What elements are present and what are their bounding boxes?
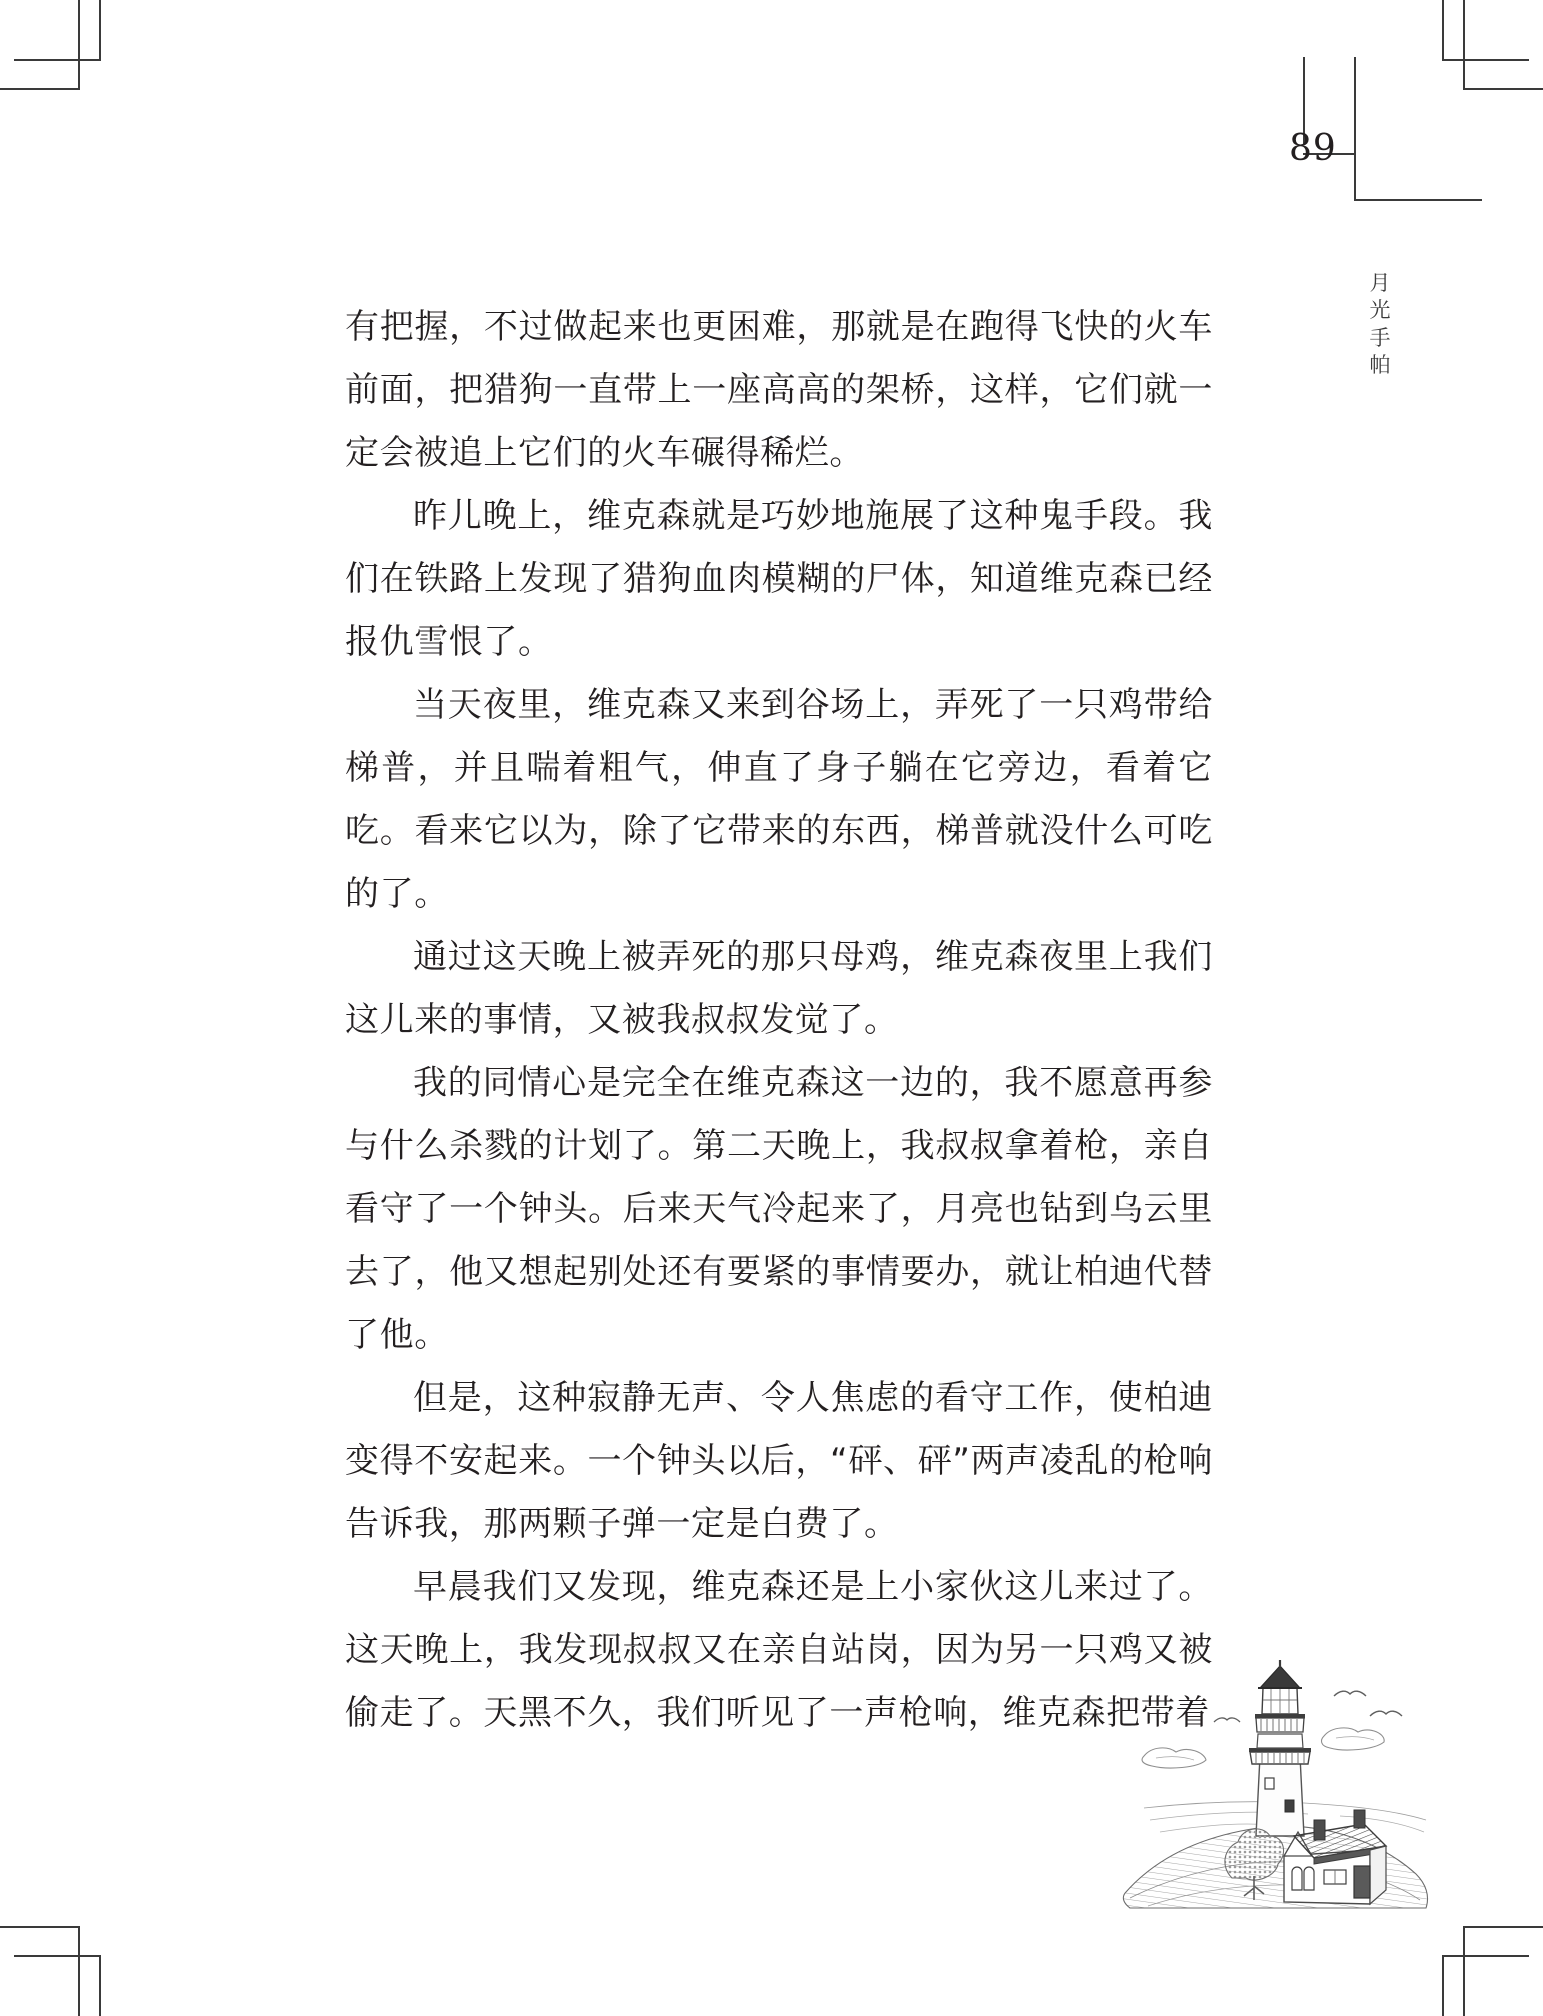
crop-mark-line xyxy=(1463,1926,1465,2016)
paragraph: 当天夜里，维克森又来到谷场上，弄死了一只鸡带给梯普，并且喘着粗气，伸直了身子躺在它旁边，看着它吃。看来它以为，除了它带来的东西，梯普就没什么可吃的了。 xyxy=(345,685,1213,914)
crop-mark-line xyxy=(1463,0,1465,90)
seagull xyxy=(1334,1691,1366,1696)
cottage-arched-window xyxy=(1292,1867,1302,1890)
cloud-left xyxy=(1142,1748,1206,1768)
crop-mark-line xyxy=(1465,1926,1543,1928)
crop-mark-top-right xyxy=(1393,0,1543,150)
tower-window xyxy=(1285,1800,1294,1812)
cloud-detail xyxy=(1336,1737,1374,1740)
crop-mark-line xyxy=(99,0,101,61)
tower-window xyxy=(1265,1778,1274,1789)
running-title-char: 光 xyxy=(1369,298,1391,323)
crop-mark-line xyxy=(1443,59,1529,61)
paragraph: 有把握，不过做起来也更困难，那就是在跑得飞快的火车前面，把猎狗一直带上一座高高的架桥，这样，它们就一定会被追上它们的火车碾得稀烂。 xyxy=(345,307,1213,473)
paragraph: 但是，这种寂静无声、令人焦虑的看守工作，使柏迪变得不安起来。一个钟头以后，“砰、砰”两声凌乱的枪响告诉我，那两颗子弹一定是白费了。 xyxy=(345,1378,1213,1544)
cottage-arched-window xyxy=(1304,1867,1314,1890)
page-number: 89 xyxy=(1289,128,1337,169)
header-rule-vertical-outer xyxy=(1354,57,1356,201)
paragraph: 昨儿晚上，维克森就是巧妙地施展了这种鬼手段。我们在铁路上发现了猎狗血肉模糊的尸体，知道维克森已经报仇雪恨了。 xyxy=(345,496,1213,662)
crop-mark-line xyxy=(1442,0,1444,61)
body-text-block xyxy=(345,296,1213,1745)
header-rule-horizontal-outer xyxy=(1354,199,1482,201)
crop-mark-line xyxy=(78,0,80,90)
lighthouse-tower xyxy=(1256,1756,1304,1836)
crop-mark-line xyxy=(14,59,100,61)
running-title xyxy=(1363,270,1397,379)
seagull xyxy=(1214,1718,1240,1722)
chimney xyxy=(1314,1820,1325,1840)
crop-mark-line xyxy=(1465,88,1543,90)
cloud-detail xyxy=(1156,1757,1194,1760)
crop-mark-line xyxy=(14,1955,100,1957)
crop-mark-line xyxy=(0,1926,78,1928)
crop-mark-line xyxy=(99,1955,101,2016)
cottage-door xyxy=(1354,1866,1370,1898)
running-title-char: 月 xyxy=(1369,271,1391,295)
running-title-char: 帕 xyxy=(1369,352,1391,377)
lantern-roof xyxy=(1260,1666,1300,1688)
running-title-char: 手 xyxy=(1369,325,1391,350)
lighthouse-sketch-icon xyxy=(1108,1660,1438,1960)
paragraph: 通过这天晚上被弄死的那只母鸡，维克森夜里上我们这儿来的事情，又被我叔叔发觉了。 xyxy=(345,937,1213,1040)
crop-mark-top-left xyxy=(0,0,140,140)
seagull xyxy=(1370,1711,1402,1716)
lighthouse-illustration xyxy=(1108,1660,1438,1960)
crop-mark-line xyxy=(1442,1955,1444,2016)
chimney xyxy=(1354,1810,1365,1828)
lighthouse-midsection xyxy=(1257,1734,1303,1748)
crop-mark-bottom-left xyxy=(0,1866,140,2016)
crop-mark-line xyxy=(1443,1955,1529,1957)
crop-mark-line xyxy=(78,1926,80,2016)
cloud-right xyxy=(1322,1728,1385,1750)
paragraph: 早晨我们又发现，维克森还是上小家伙这儿来过了。这天晚上，我发现叔叔又在亲自站岗，因为另一只鸡又被偷走了。天黑不久，我们听见了一声枪响，维克森把带着 xyxy=(345,1567,1213,1733)
crop-mark-line xyxy=(0,88,78,90)
paragraph: 我的同情心是完全在维克森这一边的，我不愿意再参与什么杀戮的计划了。第二天晚上，我叔叔拿着枪，亲自看守了一个钟头。后来天气冷起来了，月亮也钻到乌云里去了，他又想起别处还有要紧的事情要办，就让柏迪代替了他。 xyxy=(345,1063,1213,1355)
